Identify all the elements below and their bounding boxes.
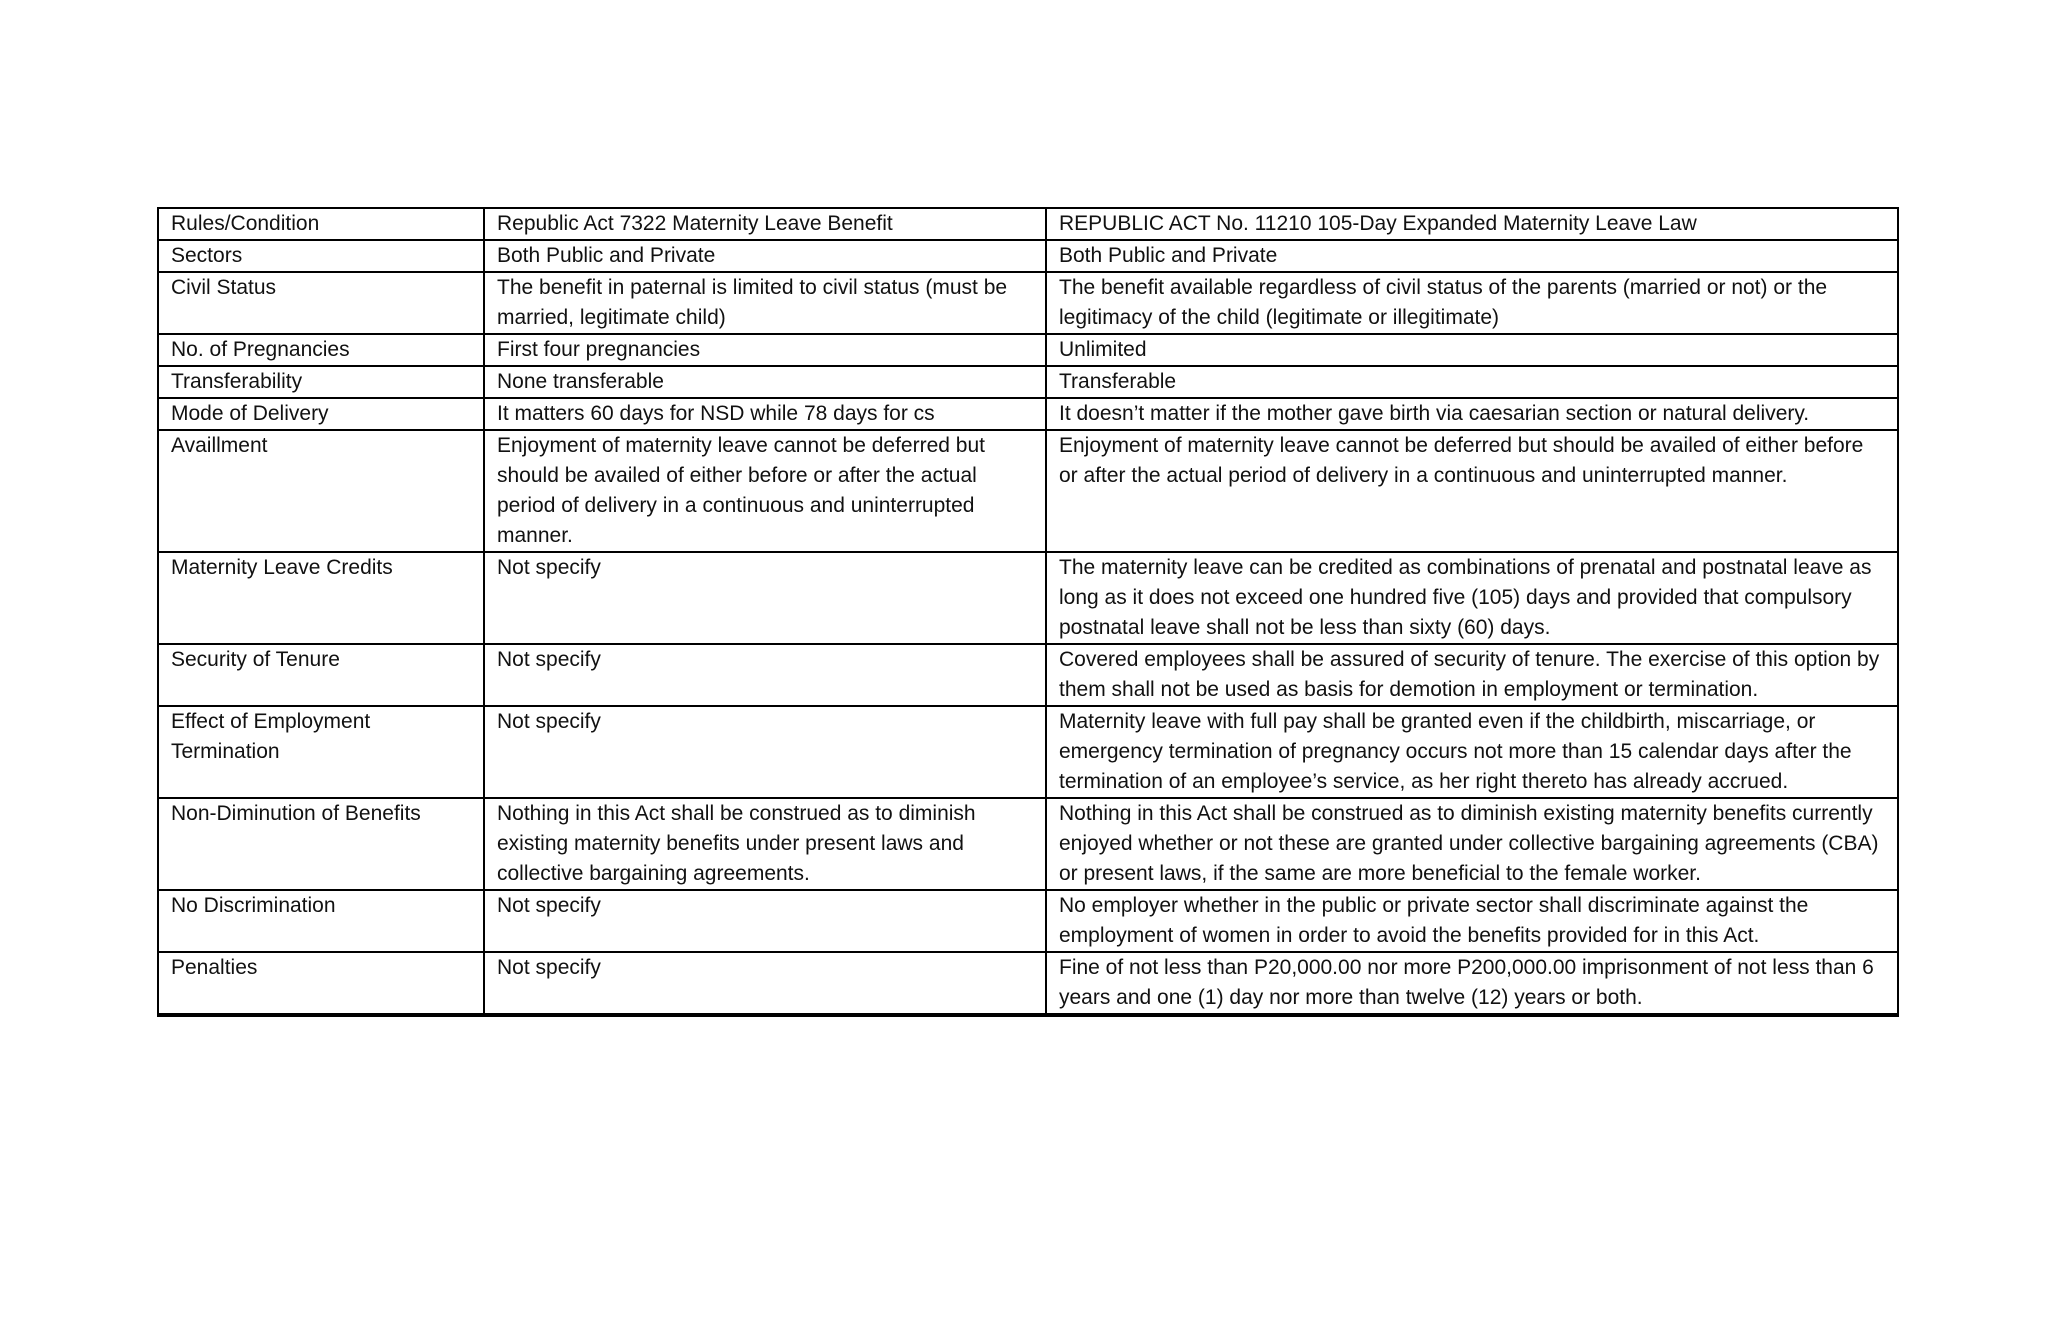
ra11210-cell: Transferable (1046, 366, 1898, 398)
condition-cell: Transferability (158, 366, 484, 398)
ra7322-cell: Not specify (484, 644, 1046, 706)
ra7322-cell: First four pregnancies (484, 334, 1046, 366)
ra11210-cell: Covered employees shall be assured of security of tenure. The exercise of this option by them shall not be used as basis for demotion in employment or termination. (1046, 644, 1898, 706)
ra11210-cell: It doesn’t matter if the mother gave birth via caesarian section or natural delivery. (1046, 398, 1898, 430)
ra7322-cell: The benefit in paternal is limited to civil status (must be married, legitimate child) (484, 272, 1046, 334)
condition-cell (158, 1014, 484, 1016)
ra7322-cell: Both Public and Private (484, 240, 1046, 272)
ra11210-cell: Fine of not less than P20,000.00 nor more P200,000.00 imprisonment of not less than 6 years and one (1) day nor more than twelve (12) years or both. (1046, 952, 1898, 1014)
condition-cell: Effect of Employment Termination (158, 706, 484, 798)
ra11210-cell: Nothing in this Act shall be construed as to diminish existing maternity benefits currently enjoyed whether or not these are granted under collective bargaining agreements (CBA) or present laws, if the same are more beneficial to the female worker. (1046, 798, 1898, 890)
table-row (158, 334, 1898, 366)
ra7322-cell: Not specify (484, 552, 1046, 644)
ra11210-cell: Both Public and Private (1046, 240, 1898, 272)
condition-cell: Sectors (158, 240, 484, 272)
condition-cell: Civil Status (158, 272, 484, 334)
condition-cell: Availlment (158, 430, 484, 552)
condition-cell: Security of Tenure (158, 644, 484, 706)
table-row (158, 798, 1898, 890)
comparison-table (157, 207, 1899, 1017)
ra7322-cell: None transferable (484, 366, 1046, 398)
ra11210-cell: Maternity leave with full pay shall be granted even if the childbirth, miscarriage, or emergency termination of pregnancy occurs not more than 15 calendar days after the termination of an employee’s service, as her right thereto has already accrued. (1046, 706, 1898, 798)
table-row (158, 272, 1898, 334)
ra7322-cell: Not specify (484, 706, 1046, 798)
header-ra11210: REPUBLIC ACT No. 11210 105-Day Expanded Maternity Leave Law (1046, 208, 1898, 240)
ra7322-cell: Nothing in this Act shall be construed as to diminish existing maternity benefits under present laws and collective bargaining agreements. (484, 798, 1046, 890)
table-row (158, 366, 1898, 398)
table-row (158, 644, 1898, 706)
table-row (158, 398, 1898, 430)
condition-cell: Mode of Delivery (158, 398, 484, 430)
table-row (158, 1014, 1898, 1016)
ra7322-cell: Enjoyment of maternity leave cannot be deferred but should be availed of either before or after the actual period of delivery in a continuous and uninterrupted manner. (484, 430, 1046, 552)
table-header-row (158, 208, 1898, 240)
condition-cell: Penalties (158, 952, 484, 1014)
ra7322-cell (484, 1014, 1046, 1016)
table-row (158, 706, 1898, 798)
table-row (158, 240, 1898, 272)
ra11210-cell (1046, 1014, 1898, 1016)
table-row (158, 430, 1898, 552)
condition-cell: Non-Diminution of Benefits (158, 798, 484, 890)
ra7322-cell: Not specify (484, 890, 1046, 952)
condition-cell: No. of Pregnancies (158, 334, 484, 366)
ra7322-cell: It matters 60 days for NSD while 78 days for cs (484, 398, 1046, 430)
ra11210-cell: Enjoyment of maternity leave cannot be deferred but should be availed of either before or after the actual period of delivery in a continuous and uninterrupted manner. (1046, 430, 1898, 552)
ra11210-cell: No employer whether in the public or private sector shall discriminate against the employment of women in order to avoid the benefits provided for in this Act. (1046, 890, 1898, 952)
table-row (158, 952, 1898, 1014)
ra11210-cell: Unlimited (1046, 334, 1898, 366)
ra11210-cell: The maternity leave can be credited as combinations of prenatal and postnatal leave as long as it does not exceed one hundred five (105) days and provided that compulsory postnatal leave shall not be less than sixty (60) days. (1046, 552, 1898, 644)
ra7322-cell: Not specify (484, 952, 1046, 1014)
condition-cell: No Discrimination (158, 890, 484, 952)
header-ra7322: Republic Act 7322 Maternity Leave Benefit (484, 208, 1046, 240)
condition-cell: Maternity Leave Credits (158, 552, 484, 644)
ra11210-cell: The benefit available regardless of civil status of the parents (married or not) or the legitimacy of the child (legitimate or illegitimate) (1046, 272, 1898, 334)
table-row (158, 890, 1898, 952)
table-row (158, 552, 1898, 644)
header-condition: Rules/Condition (158, 208, 484, 240)
